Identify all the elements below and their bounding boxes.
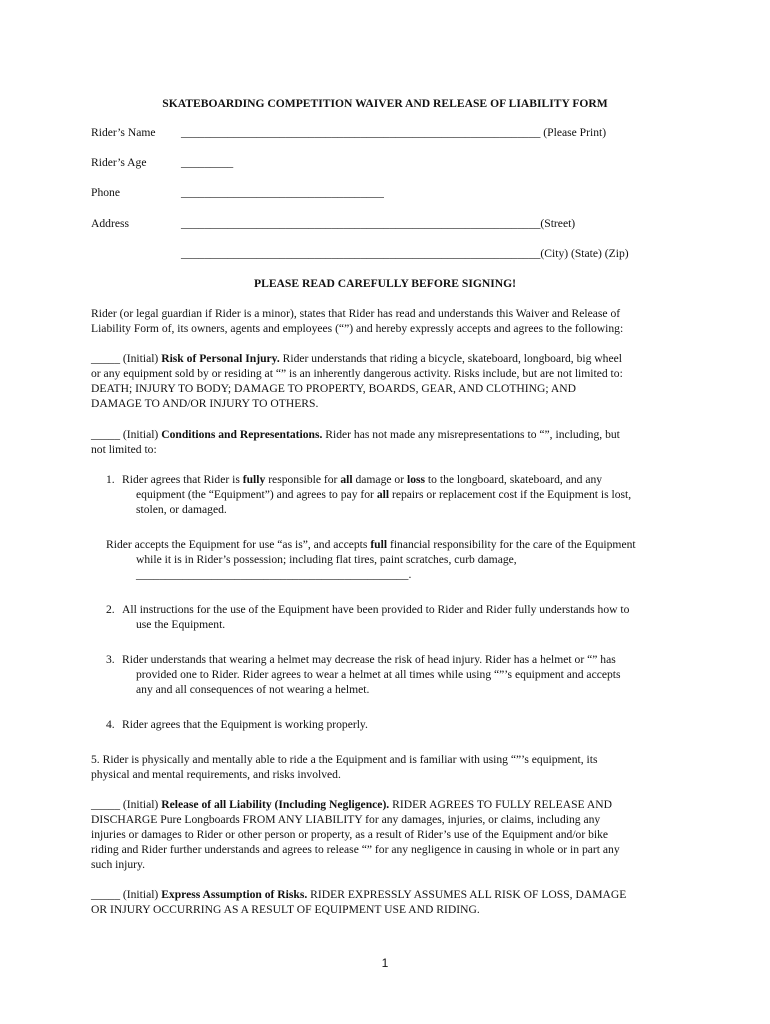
document-title: SKATEBOARDING COMPETITION WAIVER AND RELEASE OF LIABILITY FORM <box>162 97 608 110</box>
release-text-3: injuries or damages to Rider or other person or property, as a result of Rider’s use of the Equipment and/or bike <box>91 828 609 841</box>
release-text-2: DISCHARGE Pure Longboards FROM ANY LIABILITY for any damages, injuries, or claims, including any <box>91 813 601 826</box>
item-3-line-1: Rider understands that wearing a helmet may decrease the risk of head injury. Rider has a helmet or “” has <box>122 653 616 666</box>
address-street-field[interactable]: ______________________________________________________________(Street) <box>181 217 576 230</box>
assumption-section <box>91 887 626 902</box>
intro-line-1: Rider (or legal guardian if Rider is a minor), states that Rider has read and understands this Waiver and Release of <box>91 307 621 320</box>
phone-field[interactable]: ___________________________________ <box>181 186 384 199</box>
conditions-heading: Conditions and Representations. <box>161 428 323 441</box>
risk-text-4: DAMAGE TO AND/OR INJURY TO OTHERS. <box>91 397 319 410</box>
risk-text-3: DEATH; INJURY TO BODY; DAMAGE TO PROPERTY, BOARDS, GEAR, AND CLOTHING; AND <box>91 382 577 395</box>
riders-name-field[interactable]: ______________________________________________________________ (Please Print) <box>181 126 607 139</box>
item-1-number: 1. <box>106 473 115 486</box>
accepts-line-1: Rider accepts the Equipment for use “as is”, and accepts full financial responsibility for the care of the Equipment <box>106 538 636 551</box>
risk-text-1: Rider understands that riding a bicycle, skateboard, longboard, big wheel <box>279 352 622 365</box>
release-initial-blank[interactable]: _____ (Initial) <box>91 798 162 811</box>
conditions-initial-blank[interactable]: _____ (Initial) <box>91 428 162 441</box>
item-4-number: 4. <box>106 718 115 731</box>
item-2-line-1: All instructions for the use of the Equipment have been provided to Rider and Rider fully understands how to <box>122 603 630 616</box>
accepts-line-2: while it is in Rider’s possession; including flat tires, paint scratches, curb damage, <box>136 553 517 566</box>
item-3-line-3: any and all consequences of not wearing a helmet. <box>136 683 370 696</box>
assumption-initial-blank[interactable]: _____ (Initial) <box>91 888 162 901</box>
item-4-line-1: Rider agrees that the Equipment is working properly. <box>122 718 368 731</box>
item-1-line-1: Rider agrees that Rider is fully responsible for all damage or loss to the longboard, skateboard, and any <box>122 473 603 486</box>
conditions-text-1: Rider has not made any misrepresentations to “”, including, but <box>322 428 620 441</box>
item-2-line-2: use the Equipment. <box>136 618 226 631</box>
release-text-1: RIDER AGREES TO FULLY RELEASE AND <box>389 798 612 811</box>
read-carefully-heading: PLEASE READ CAREFULLY BEFORE SIGNING! <box>254 277 516 290</box>
risk-section <box>91 351 622 366</box>
riders-age-field[interactable]: _________ <box>181 156 234 169</box>
item-2-number: 2. <box>106 603 115 616</box>
item-3-number: 3. <box>106 653 115 666</box>
release-section <box>91 797 612 812</box>
accepts-blank-line[interactable]: _______________________________________________. <box>136 568 412 581</box>
risk-initial-blank[interactable]: _____ (Initial) <box>91 352 162 365</box>
riders-age-label: Rider’s Age <box>91 156 147 169</box>
page-number: 1 <box>381 956 389 970</box>
assumption-text-2: OR INJURY OCCURRING AS A RESULT OF EQUIPMENT USE AND RIDING. <box>91 903 480 916</box>
address-city-field[interactable]: ______________________________________________________________(City) (State) (Zip) <box>181 247 629 260</box>
item-5-line-2: physical and mental requirements, and risks involved. <box>91 768 341 781</box>
release-heading: Release of all Liability (Including Negligence). <box>161 798 390 811</box>
conditions-text-2: not limited to: <box>91 443 157 456</box>
item-1-line-3: stolen, or damaged. <box>136 503 227 516</box>
item-3-line-2: provided one to Rider. Rider agrees to wear a helmet at all times while using “”’s equipment and accepts <box>136 668 621 681</box>
intro-line-2: Liability Form of, its owners, agents and employees (“”) and hereby expressly accepts and agrees to the following: <box>91 322 624 335</box>
release-text-5: such injury. <box>91 858 145 871</box>
conditions-section <box>91 427 620 442</box>
release-text-4: riding and Rider further understands and agrees to release “” for any negligence in causing in whole or in part any <box>91 843 620 856</box>
riders-name-label: Rider’s Name <box>91 126 156 139</box>
item-1-line-2: equipment (the “Equipment”) and agrees to pay for all repairs or replacement cost if the Equipment is lost, <box>136 488 632 501</box>
item-5-line-1: 5. Rider is physically and mentally able to ride a the Equipment and is familiar with using “”’s equipment, its <box>91 753 598 766</box>
risk-text-2: or any equipment sold by or residing at “” is an inherently dangerous activity. Risks include, but are not limited to: <box>91 367 623 380</box>
risk-heading: Risk of Personal Injury. <box>161 352 280 365</box>
assumption-text-1: RIDER EXPRESSLY ASSUMES ALL RISK OF LOSS, DAMAGE <box>307 888 627 901</box>
address-label: Address <box>91 217 129 230</box>
phone-label: Phone <box>91 186 120 199</box>
assumption-heading: Express Assumption of Risks. <box>161 888 308 901</box>
